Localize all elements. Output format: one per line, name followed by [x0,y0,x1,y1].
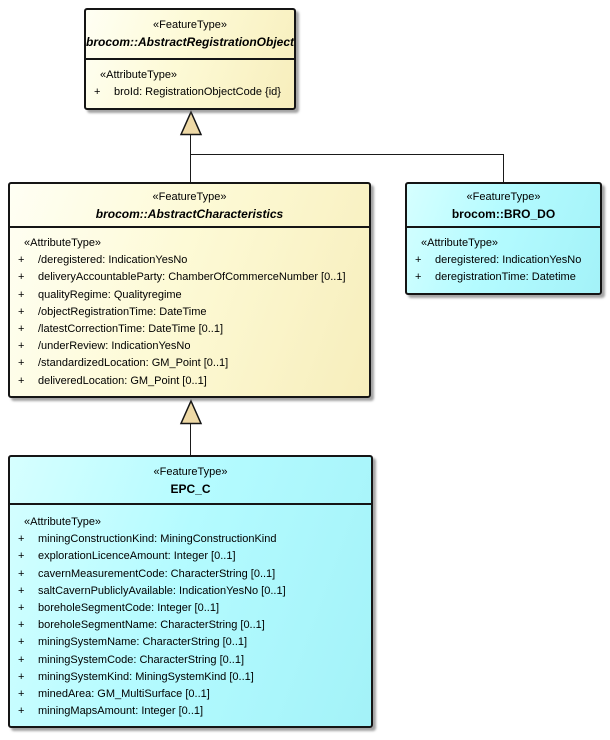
attribute-row [10,531,371,548]
visibility-symbol: + [18,357,25,370]
attribute-list [407,252,600,286]
attribute-text: miningSystemCode: CharacterString [0..1] [38,653,245,666]
visibility-symbol: + [18,602,25,615]
attribute-row [10,373,369,390]
attribute-text: boreholeSegmentCode: Integer [0..1] [38,602,220,615]
class-name: brocom::BRO_DO [451,207,556,221]
attribute-row [10,304,369,321]
generalization-line-characteristics[interactable] [190,135,191,182]
visibility-symbol: + [18,288,25,301]
attribute-text: /deregistered: IndicationYesNo [38,254,188,267]
class-stereotype: «FeatureType» [153,19,227,31]
attribute-row [10,355,369,372]
class-attributes-compartment [10,505,371,720]
attribute-row [10,287,369,304]
attribute-row [10,686,371,703]
visibility-symbol: + [18,533,25,546]
visibility-symbol: + [18,567,25,580]
class-stereotype: «FeatureType» [153,466,228,478]
visibility-symbol: + [18,254,25,267]
class-attributes-compartment [10,228,369,390]
generalization-line-horizontal[interactable] [190,154,504,155]
visibility-symbol: + [18,550,25,563]
class-title-compartment [10,457,371,505]
visibility-symbol: + [18,653,25,666]
attribute-type-header: «AttributeType» [24,516,102,528]
class-title-compartment [10,184,369,228]
attribute-row [10,634,371,651]
visibility-symbol: + [18,271,25,284]
attribute-text: cavernMeasurementCode: CharacterString [0..1] [38,567,276,580]
attribute-list [10,252,369,390]
attribute-row [10,338,369,355]
attribute-type-header: «AttributeType» [100,69,178,81]
visibility-symbol: + [18,670,25,683]
visibility-symbol: + [415,271,422,284]
attribute-row [10,321,369,338]
generalization-line-epc-c[interactable] [190,424,191,455]
visibility-symbol: + [18,636,25,649]
visibility-symbol: + [18,584,25,597]
class-title-compartment [407,184,600,228]
visibility-symbol: + [18,705,25,718]
visibility-symbol: + [18,323,25,336]
attribute-text: boreholeSegmentName: CharacterString [0..1] [38,619,265,632]
attribute-type-header: «AttributeType» [24,237,102,249]
attribute-type-header: «AttributeType» [421,237,499,249]
visibility-symbol: + [18,688,25,701]
attribute-row [10,566,371,583]
attribute-text: explorationLicenceAmount: Integer [0..1] [38,550,236,563]
attribute-row [10,652,371,669]
generalization-arrow-to-abstract-registration-object[interactable] [179,110,203,136]
attribute-row [10,600,371,617]
generalization-arrow-to-abstract-characteristics[interactable] [179,399,203,425]
attribute-row [10,252,369,269]
class-box-epc-c[interactable] [8,455,373,728]
visibility-symbol: + [18,619,25,632]
visibility-symbol: + [415,254,422,267]
class-box-bro-do[interactable] [405,182,602,295]
class-stereotype: «FeatureType» [152,191,227,203]
visibility-symbol: + [18,340,25,353]
attribute-text: broId: RegistrationObjectCode {id} [114,86,281,99]
attribute-text: miningConstructionKind: MiningConstructionKind [38,533,277,546]
visibility-symbol: + [94,86,101,99]
attribute-text: qualityRegime: Qualityregime [38,288,182,301]
attribute-list [10,531,371,720]
class-title-compartment [86,10,294,60]
attribute-row [10,669,371,686]
generalization-line-bro-do[interactable] [503,154,504,182]
class-box-abstract-registration-object[interactable] [84,8,296,110]
class-stereotype: «FeatureType» [466,191,541,203]
attribute-row [407,252,600,269]
visibility-symbol: + [18,374,25,387]
attribute-row [407,269,600,286]
class-name: brocom::AbstractCharacteristics [95,207,284,221]
attribute-row [10,617,371,634]
class-name: EPC_C [170,482,211,496]
attribute-text: miningMapsAmount: Integer [0..1] [38,705,204,718]
attribute-text: deregistrationTime: Datetime [435,271,576,284]
visibility-symbol: + [18,305,25,318]
attribute-row [10,583,371,600]
class-attributes-compartment [407,228,600,287]
attribute-text: miningSystemName: CharacterString [0..1] [38,636,248,649]
attribute-text: deregistered: IndicationYesNo [435,254,582,267]
attribute-text: /latestCorrectionTime: DateTime [0..1] [38,323,224,336]
class-attributes-compartment [86,60,294,101]
attribute-list [86,84,294,101]
class-box-abstract-characteristics[interactable] [8,182,371,398]
attribute-row [86,84,294,101]
attribute-text: deliveryAccountableParty: ChamberOfCommerceNumber [0..1] [38,271,346,284]
class-name: brocom::AbstractRegistrationObject [86,35,295,49]
attribute-text: /standardizedLocation: GM_Point [0..1] [38,357,229,370]
attribute-row [10,269,369,286]
attribute-text: deliveredLocation: GM_Point [0..1] [38,374,207,387]
attribute-row [10,703,371,720]
attribute-row [10,548,371,565]
attribute-text: miningSystemKind: MiningSystemKind [0..1] [38,670,254,683]
attribute-text: saltCavernPubliclyAvailable: IndicationYesNo [0..1] [38,584,286,597]
attribute-text: /objectRegistrationTime: DateTime [38,305,207,318]
attribute-text: /underReview: IndicationYesNo [38,340,191,353]
attribute-text: minedArea: GM_MultiSurface [0..1] [38,688,210,701]
